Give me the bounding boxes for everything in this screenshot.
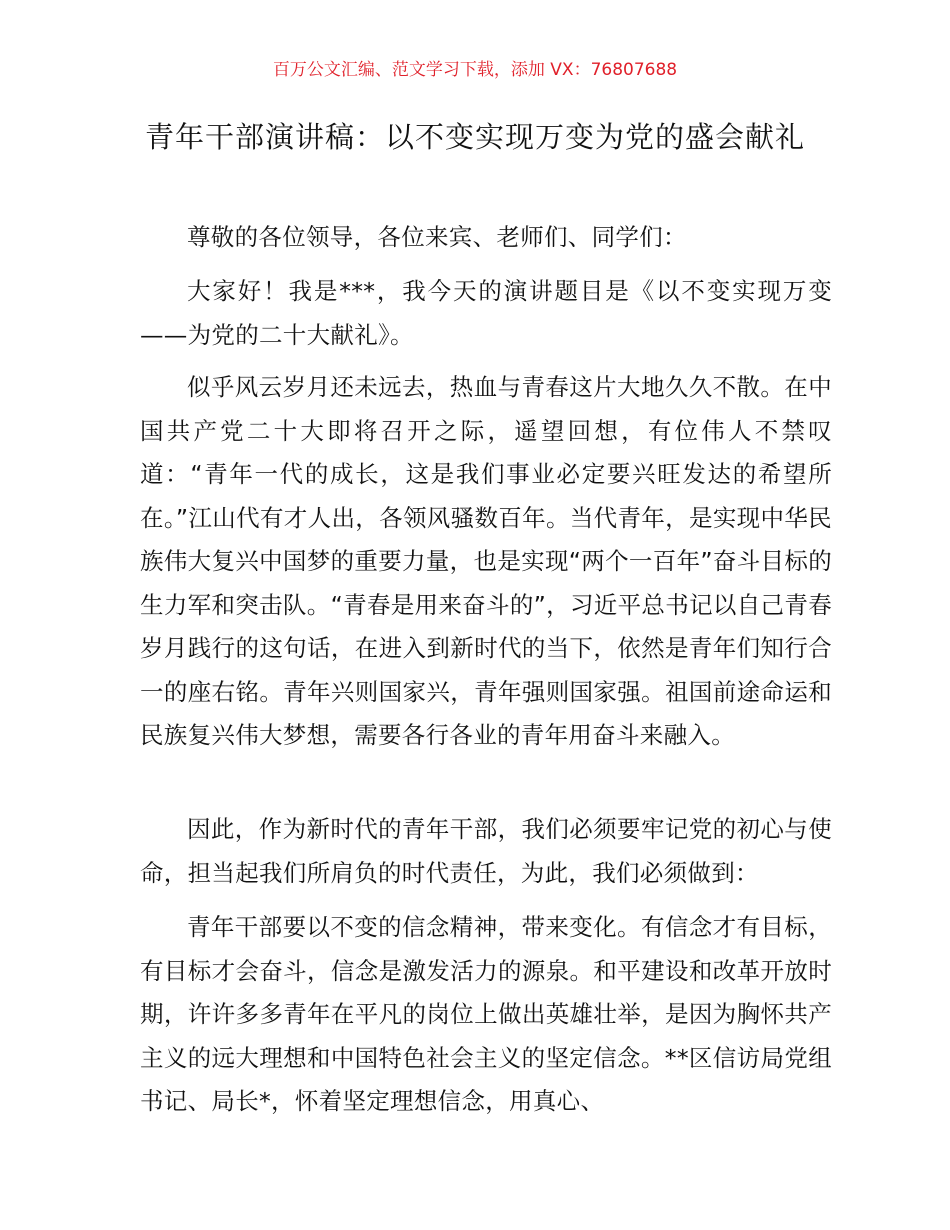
paragraph-youth-role [140,366,832,758]
intro-text: 大家好！我是***，我今天的演讲题目是《以不变实现万变——为党的二十大献礼》。 [140,277,832,349]
belief-text: 青年干部要以不变的信念精神，带来变化。有信念才有目标，有目标才会奋斗，信念是激发活力的源泉。和平建设和改革开放时期，许许多多青年在平凡的岗位上做出英雄壮举，是因为胸怀共产主义的远大理想和中国特色社会主义的坚定信念。**区信访局党组书记、局长*，怀着坚定理想信念，用真心、 [140,913,832,1115]
watermark-banner: 百万公文汇编、范文学习下载，添加 VX：76807688 [272,60,678,80]
paragraph-belief [140,906,832,1124]
greeting-text: 尊敬的各位领导，各位来宾、老师们、同学们： [187,223,687,251]
youth-role-text: 似乎风云岁月还未远去，热血与青春这片大地久久不散。在中国共产党二十大即将召开之际，遥望回想，有位伟人不禁叹道：“青年一代的成长，这是我们事业必定要兴旺发达的希望所在。”江山代有才人出，各领风骚数百年。当代青年，是实现中华民族伟大复兴中国梦的重要力量，也是实现“两个一百年”奋斗目标的生力军和突击队。“青春是用来奋斗的”，习近平总书记以自己青春岁月践行的这句话，在进入到新时代的当下，依然是青年们知行合一的座右铭。青年兴则国家兴，青年强则国家强。祖国前途命运和民族复兴伟大梦想，需要各行各业的青年用奋斗来融入。 [140,373,832,749]
paragraph-responsibility [140,808,832,895]
responsibility-text: 因此，作为新时代的青年干部，我们必须要牢记党的初心与使命，担当起我们所肩负的时代责任，为此，我们必须做到： [140,815,832,887]
document-title: 青年干部演讲稿：以不变实现万变为党的盛会献礼 [144,120,805,154]
paragraph-intro [140,270,832,357]
paragraph-greeting [140,216,832,260]
